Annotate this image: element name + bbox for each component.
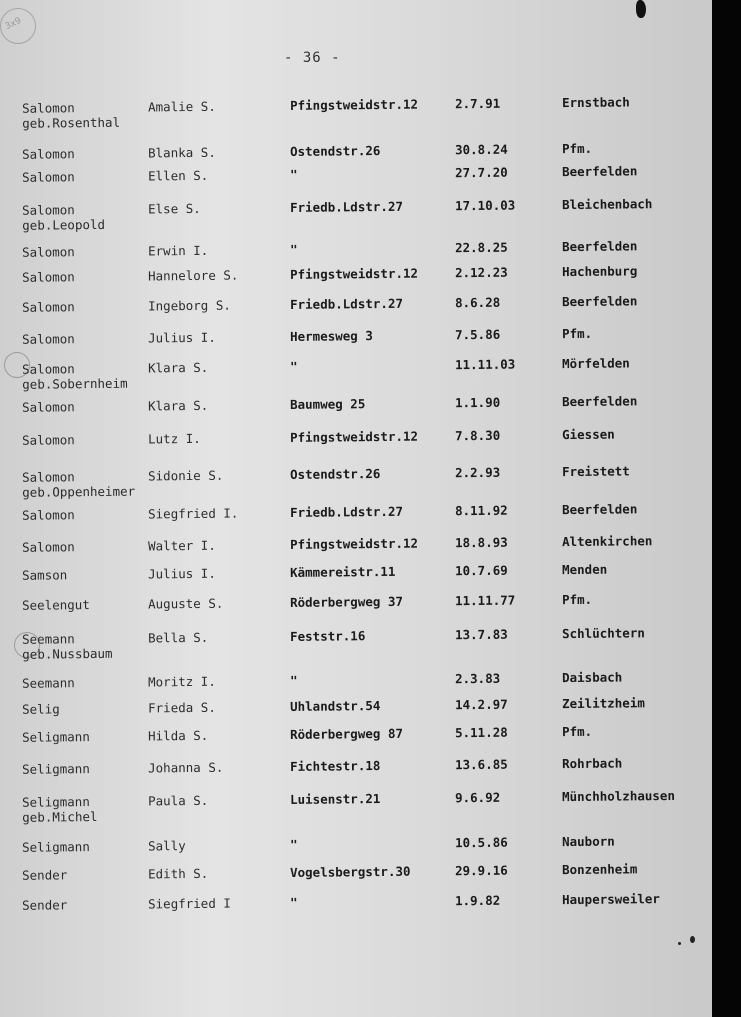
street-address: Ostendstr.26	[289, 466, 381, 482]
birth-place: Pfm.	[561, 723, 593, 740]
birth-date: 1.9.82	[454, 892, 501, 909]
birth-date: 5.11.28	[454, 724, 508, 741]
birth-date: 9.6.92	[454, 789, 501, 806]
birth-place: Beerfelden	[561, 501, 638, 518]
birth-date: 1.1.90	[454, 394, 501, 411]
ink-speck	[678, 942, 681, 945]
first-name: Else S.	[147, 200, 201, 217]
street-address: Feststr.16	[289, 628, 366, 644]
last-name: Seligmann	[21, 794, 90, 810]
street-address: "	[289, 836, 298, 852]
birth-place: Münchholzhausen	[561, 787, 676, 805]
maiden-name: geb.Nussbaum	[22, 645, 113, 662]
first-name: Ingeborg S.	[147, 297, 231, 314]
list-row	[0, 787, 712, 825]
street-address: "	[289, 166, 298, 182]
birth-place: Rohrbach	[561, 755, 623, 772]
street-address: "	[289, 894, 298, 910]
birth-place: Zeilitzheim	[561, 695, 645, 712]
page-number: - 36 -	[284, 50, 341, 66]
list-row	[0, 426, 712, 453]
last-name: Seligmann	[21, 839, 90, 855]
list-row	[0, 561, 712, 588]
first-name: Auguste S.	[147, 595, 224, 612]
first-name: Frieda S.	[147, 699, 216, 716]
street-address: Pfingstweidstr.12	[289, 535, 419, 552]
list-row	[0, 695, 712, 722]
street-address: Ostendstr.26	[289, 143, 381, 159]
birth-place: Hachenburg	[561, 263, 638, 280]
list-row	[0, 325, 712, 352]
first-name: Lutz I.	[147, 430, 201, 447]
last-name: Salomon	[21, 539, 75, 555]
first-name: Hannelore S.	[147, 267, 239, 284]
birth-place: Altenkirchen	[561, 533, 653, 550]
birth-date: 7.8.30	[454, 427, 501, 444]
last-name: Salomon	[21, 169, 75, 185]
ink-mark	[636, 0, 646, 18]
ink-speck	[690, 936, 695, 943]
birth-place: Ernstbach	[561, 94, 630, 111]
birth-date: 8.6.28	[454, 294, 501, 311]
last-name: Samson	[21, 567, 68, 583]
birth-place: Menden	[561, 561, 608, 578]
street-address: Friedb.Ldstr.27	[289, 295, 404, 312]
birth-date: 10.5.86	[454, 834, 508, 851]
street-address: "	[289, 672, 298, 688]
last-name: Seemann	[21, 631, 75, 647]
list-row	[0, 891, 712, 918]
street-address: Vogelsbergstr.30	[289, 863, 411, 880]
street-address: Uhlandstr.54	[289, 698, 381, 714]
street-address: Pfingstweidstr.12	[289, 265, 419, 282]
first-name: Walter I.	[147, 537, 216, 554]
first-name: Amalie S.	[147, 98, 216, 115]
list-row	[0, 238, 712, 265]
birth-date: 2.2.93	[454, 464, 501, 481]
birth-date: 27.7.20	[454, 164, 508, 181]
street-address: Kämmereistr.11	[289, 563, 396, 580]
street-address: Fichtestr.18	[289, 758, 381, 774]
first-name: Moritz I.	[147, 673, 216, 690]
birth-place: Bleichenbach	[561, 196, 653, 213]
last-name: Salomon	[21, 432, 75, 448]
first-name: Bella S.	[147, 629, 209, 646]
list-row	[0, 501, 712, 528]
birth-place: Haupersweiler	[561, 891, 660, 908]
street-address: Pfingstweidstr.12	[289, 428, 419, 445]
last-name: Seemann	[21, 675, 75, 691]
last-name: Sender	[21, 897, 68, 913]
birth-date: 17.10.03	[454, 197, 516, 214]
birth-date: 22.8.25	[454, 239, 508, 256]
last-name: Seligmann	[21, 729, 90, 745]
last-name: Salomon	[21, 507, 75, 523]
first-name: Johanna S.	[147, 759, 224, 776]
street-address: "	[289, 241, 298, 257]
birth-place: Pfm.	[561, 591, 593, 608]
list-row	[0, 833, 712, 860]
first-name: Siegfried I	[147, 895, 231, 912]
list-row	[0, 94, 712, 131]
maiden-name: geb.Rosenthal	[22, 114, 121, 131]
birth-place: Beerfelden	[561, 293, 638, 310]
last-name: Seligmann	[21, 761, 90, 777]
birth-date: 18.8.93	[454, 534, 508, 551]
street-address: Friedb.Ldstr.27	[289, 503, 404, 520]
list-row	[0, 263, 712, 290]
list-row	[0, 393, 712, 420]
last-name: Seelengut	[21, 597, 90, 613]
birth-place: Bonzenheim	[561, 861, 638, 878]
list-row	[0, 591, 712, 618]
birth-place: Schlüchtern	[561, 625, 645, 642]
birth-place: Giessen	[561, 426, 615, 443]
archive-stamp-text: 3x9	[3, 15, 24, 33]
maiden-name: geb.Sobernheim	[22, 375, 128, 392]
street-address: Friedb.Ldstr.27	[289, 198, 404, 215]
first-name: Julius I.	[147, 329, 216, 346]
street-address: Hermesweg 3	[289, 328, 373, 344]
maiden-name: geb.Michel	[22, 808, 98, 825]
last-name: Salomon	[21, 146, 75, 162]
list-row	[0, 861, 712, 888]
birth-place: Beerfelden	[561, 393, 638, 410]
birth-date: 29.9.16	[454, 862, 508, 879]
last-name: Salomon	[21, 202, 75, 218]
first-name: Sidonie S.	[147, 467, 224, 484]
birth-place: Freistett	[561, 463, 630, 480]
first-name: Hilda S.	[147, 727, 209, 744]
list-row	[0, 533, 712, 560]
birth-date: 8.11.92	[454, 502, 508, 519]
first-name: Klara S.	[147, 397, 209, 414]
first-name: Erwin I.	[147, 242, 209, 259]
birth-date: 2.3.83	[454, 670, 501, 687]
birth-place: Daisbach	[561, 669, 623, 686]
birth-date: 13.7.83	[454, 626, 508, 643]
street-address: "	[289, 358, 298, 374]
birth-date: 14.2.97	[454, 696, 508, 713]
street-address: Luisenstr.21	[289, 791, 381, 807]
last-name: Selig	[21, 701, 60, 717]
last-name: Salomon	[21, 399, 75, 415]
list-row	[0, 293, 712, 320]
street-address: Röderbergweg 37	[289, 593, 404, 610]
scan-edge	[712, 0, 741, 1017]
birth-date: 30.8.24	[454, 141, 508, 158]
maiden-name: geb.Leopold	[22, 216, 106, 233]
last-name: Salomon	[21, 331, 75, 347]
list-row	[0, 723, 712, 750]
birth-place: Pfm.	[561, 325, 593, 342]
birth-date: 2.12.23	[454, 264, 508, 281]
birth-place: Pfm.	[561, 140, 593, 157]
list-row	[0, 463, 712, 500]
birth-place: Nauborn	[561, 833, 615, 850]
first-name: Edith S.	[147, 865, 209, 882]
birth-date: 7.5.86	[454, 326, 501, 343]
birth-date: 13.6.85	[454, 756, 508, 773]
archive-stamp	[0, 8, 36, 44]
list-row	[0, 163, 712, 190]
list-row	[0, 755, 712, 782]
street-address: Röderbergweg 87	[289, 725, 404, 742]
birth-date: 10.7.69	[454, 562, 508, 579]
first-name: Sally	[147, 838, 186, 854]
birth-place: Beerfelden	[561, 163, 638, 180]
last-name: Salomon	[21, 299, 75, 315]
list-row	[0, 669, 712, 696]
first-name: Klara S.	[147, 359, 209, 376]
birth-place: Beerfelden	[561, 238, 638, 255]
birth-date: 11.11.77	[454, 592, 516, 609]
birth-place: Mörfelden	[561, 355, 630, 372]
list-row	[0, 196, 712, 233]
list-row	[0, 625, 712, 662]
last-name: Salomon	[21, 244, 75, 260]
first-name: Paula S.	[147, 792, 209, 809]
first-name: Siegfried I.	[147, 505, 239, 522]
birth-date: 11.11.03	[454, 356, 516, 373]
last-name: Salomon	[21, 269, 75, 285]
last-name: Salomon	[21, 469, 75, 485]
first-name: Ellen S.	[147, 167, 209, 184]
birth-date: 2.7.91	[454, 95, 501, 112]
last-name: Sender	[21, 867, 68, 883]
last-name: Salomon	[21, 100, 75, 116]
first-name: Blanka S.	[147, 144, 216, 161]
first-name: Julius I.	[147, 565, 216, 582]
street-address: Pfingstweidstr.12	[289, 96, 419, 113]
list-row	[0, 355, 712, 392]
street-address: Baumweg 25	[289, 396, 366, 412]
maiden-name: geb.Oppenheimer	[22, 483, 136, 500]
last-name: Salomon	[21, 361, 75, 377]
